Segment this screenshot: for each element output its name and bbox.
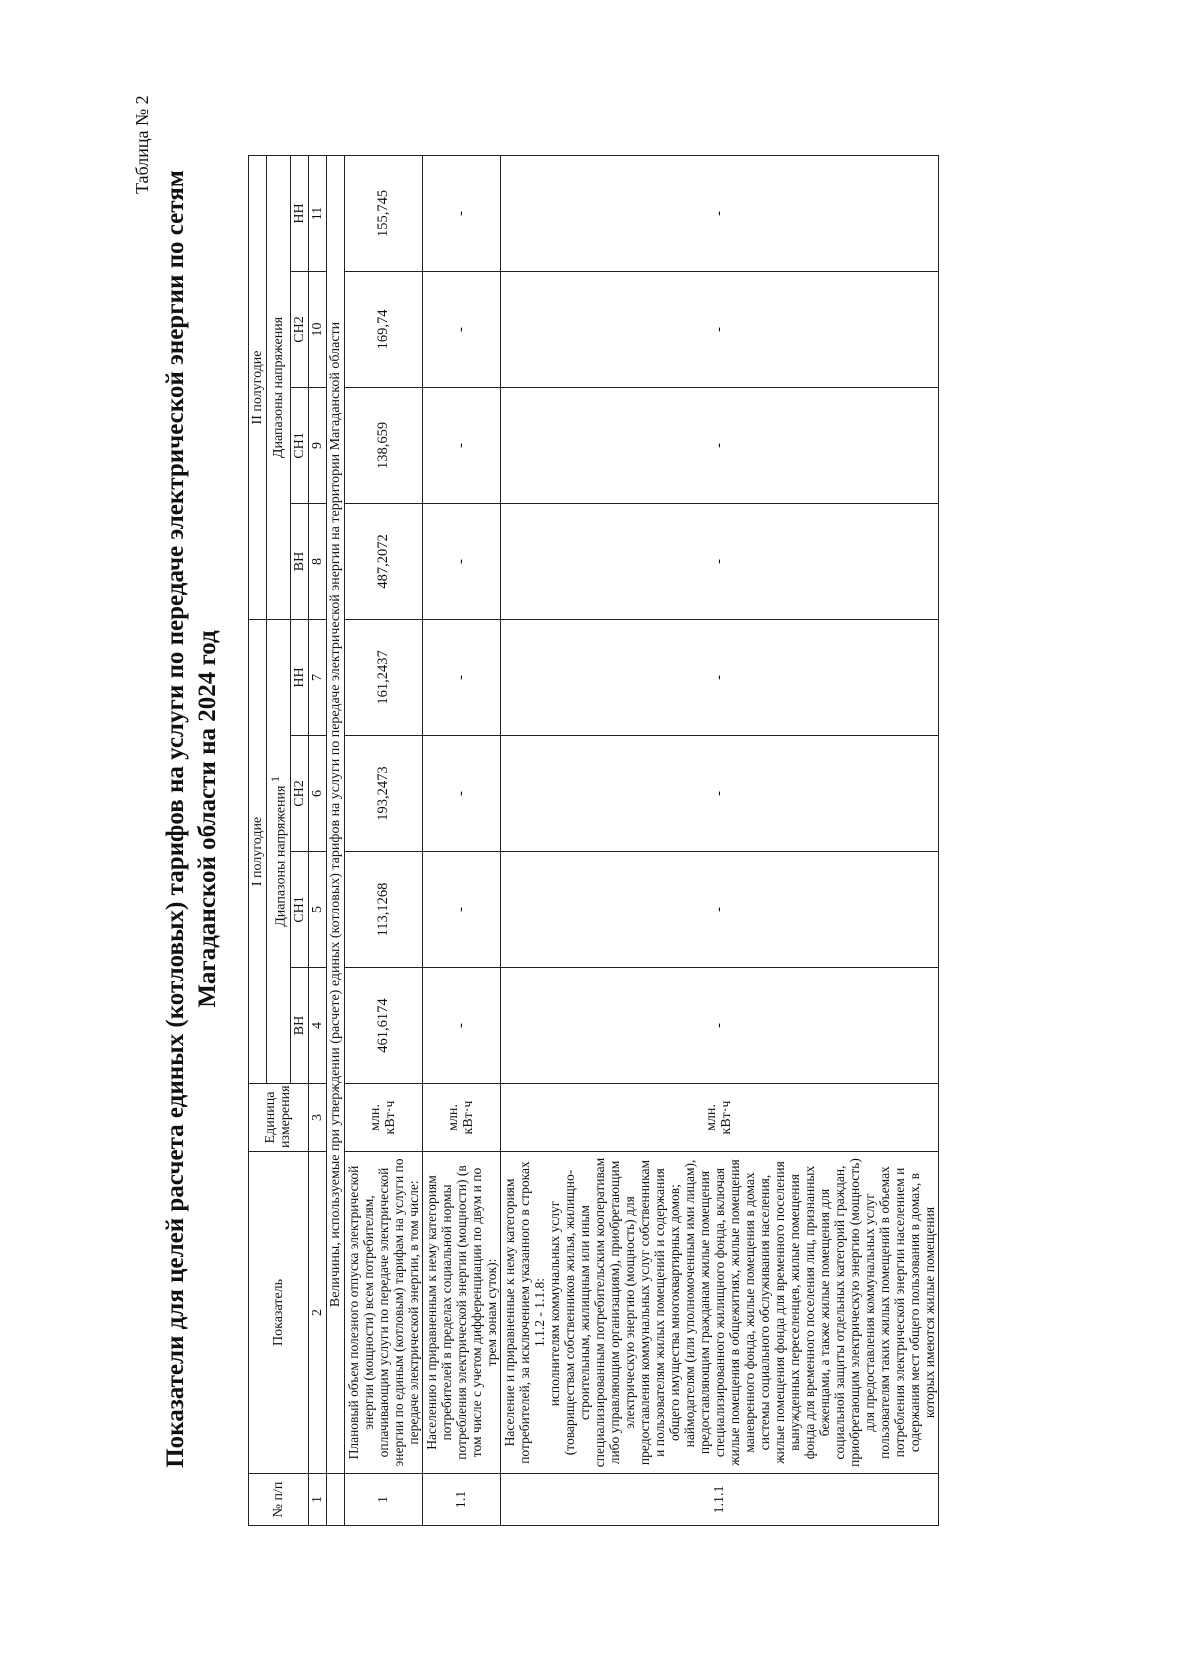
document-title bbox=[160, 134, 224, 1504]
header-voltage-ranges-2: Диапазоны напряжения bbox=[267, 155, 291, 619]
row-indicator-part-c: наймодателям (или уполномоченным ими лицам), предоставляющим гражданам жилые помещения специализированного жилищного фонда, включая жилые помещения в общежитиях, жилые помещения маневренного фонда, жилые помещения в домах системы социального обслуживания населения, жилые помещения фонда для временного поселения вынужденных переселенцев, жилые помещения фонда для временного поселения лиц, признанных беженцами, а также жилые помещения для социальной защиты отдельных категорий граждан, приобретающим электрическую энергию (мощность) для предоставления коммунальных услуг пользователям таких жилых помещений в объемах потребления электрической энергии населением и содержания мест общего пользования в домах, в которых имеются жилые помещения bbox=[681, 1158, 937, 1467]
row-indicator-part-b: исполнителям коммунальных услуг (товариществам собственников жилья, жилищно-строительным, жилищным или иным специализированным потребительским кооперативам либо управляющим организациям), приобретающим электрическую энергию (мощность) для предоставления коммунальных услуг собственникам и пользователям жилых помещений и содержания общего имущества многоквартирных домов; bbox=[546, 1157, 682, 1468]
table-row bbox=[422, 155, 500, 1525]
value-cell: - bbox=[422, 619, 500, 735]
row-indicator: Плановый объем полезного отпуска электрической энергии (мощности) всем потребителям, оплачивающим услуги по передаче электрической энергии по единым (котловым) тарифам на услуги по передаче электрической энергии, в том числе: bbox=[344, 1152, 422, 1474]
value-cell: 113,1268 bbox=[344, 852, 422, 968]
footnote-marker: 1 bbox=[269, 776, 282, 783]
col-number: 1 bbox=[308, 1474, 326, 1526]
header-unit: Единица измерения bbox=[249, 1084, 309, 1152]
value-cell: - bbox=[422, 387, 500, 503]
header-voltage-ranges-1 bbox=[267, 619, 291, 1083]
col-number: 11 bbox=[308, 155, 326, 271]
col-number: 8 bbox=[308, 503, 326, 619]
level-vn-1: ВН bbox=[290, 968, 308, 1084]
value-cell: - bbox=[422, 503, 500, 619]
row-unit: млн. кВт·ч bbox=[422, 1084, 500, 1152]
value-cell: 193,2473 bbox=[344, 736, 422, 852]
level-sn1-2: СН1 bbox=[290, 387, 308, 503]
row-indicator bbox=[500, 1152, 938, 1474]
tariff-indicators-table bbox=[248, 155, 939, 1526]
section-row bbox=[326, 155, 344, 1525]
value-cell: - bbox=[500, 968, 938, 1084]
voltage-ranges-label-1: Диапазоны напряжения bbox=[273, 785, 289, 927]
value-cell: - bbox=[500, 736, 938, 852]
row-unit: млн. кВт·ч bbox=[344, 1084, 422, 1152]
value-cell: 161,2437 bbox=[344, 619, 422, 735]
header-row-1 bbox=[249, 155, 267, 1525]
value-cell: 138,659 bbox=[344, 387, 422, 503]
row-number: 1 bbox=[344, 1474, 422, 1526]
value-cell: - bbox=[500, 155, 938, 271]
col-number: 4 bbox=[308, 968, 326, 1084]
row-number: 1.1 bbox=[422, 1474, 500, 1526]
row-indicator-part-a: Население и приравненные к нему категориям потребителей, за исключением указанного в строках 1.1.2 - 1.1.8: bbox=[501, 1161, 547, 1464]
column-numbers-row bbox=[308, 155, 326, 1525]
level-sn1-1: СН1 bbox=[290, 852, 308, 968]
row-indicator: Населению и приравненным к нему категориям потребителей в пределах социальной нормы потребления электрической энергии (мощности) (в том числе с учетом дифференциации по двум и по трем зонам суток): bbox=[422, 1152, 500, 1474]
title-line-2: Магаданской области на 2024 год bbox=[194, 630, 221, 1008]
col-number: 7 bbox=[308, 619, 326, 735]
header-indicator: Показатель bbox=[249, 1152, 309, 1474]
value-cell: - bbox=[500, 387, 938, 503]
table-row bbox=[500, 155, 938, 1525]
col-number: 5 bbox=[308, 852, 326, 968]
value-cell: 155,745 bbox=[344, 155, 422, 271]
col-number: 3 bbox=[308, 1084, 326, 1152]
col-number: 10 bbox=[308, 271, 326, 387]
value-cell: - bbox=[500, 619, 938, 735]
value-cell: 461,6174 bbox=[344, 968, 422, 1084]
section-spacer bbox=[326, 1474, 344, 1526]
value-cell: - bbox=[422, 155, 500, 271]
col-number: 9 bbox=[308, 387, 326, 503]
section-title: Величины, используемые при утверждении (расчете) единых (котловых) тарифов на услуги по передаче электрической энергии на территории Магаданской области bbox=[326, 155, 344, 1473]
row-number: 1.1.1 bbox=[500, 1474, 938, 1526]
col-number: 2 bbox=[308, 1152, 326, 1474]
value-cell: - bbox=[422, 736, 500, 852]
value-cell: - bbox=[422, 968, 500, 1084]
value-cell: - bbox=[500, 852, 938, 968]
table-row bbox=[344, 155, 422, 1525]
level-nn-1: НН bbox=[290, 619, 308, 735]
level-sn2-2: СН2 bbox=[290, 271, 308, 387]
header-half-2: II полугодие bbox=[249, 155, 267, 619]
col-number: 6 bbox=[308, 736, 326, 852]
level-nn-2: НН bbox=[290, 155, 308, 271]
table-number: Таблица № 2 bbox=[132, 95, 152, 194]
level-vn-2: ВН bbox=[290, 503, 308, 619]
header-half-1: I полугодие bbox=[249, 619, 267, 1083]
value-cell: - bbox=[422, 271, 500, 387]
level-sn2-1: СН2 bbox=[290, 736, 308, 852]
value-cell: 487,2072 bbox=[344, 503, 422, 619]
value-cell: 169,74 bbox=[344, 271, 422, 387]
value-cell: - bbox=[500, 503, 938, 619]
title-line-1: Показатели для целей расчета единых (котловых) тарифов на услуги по передаче электрической энергии по сетям bbox=[162, 170, 189, 1468]
value-cell: - bbox=[422, 852, 500, 968]
row-unit: млн. кВт·ч bbox=[500, 1084, 938, 1152]
header-no: № п/п bbox=[249, 1474, 309, 1526]
value-cell: - bbox=[500, 271, 938, 387]
